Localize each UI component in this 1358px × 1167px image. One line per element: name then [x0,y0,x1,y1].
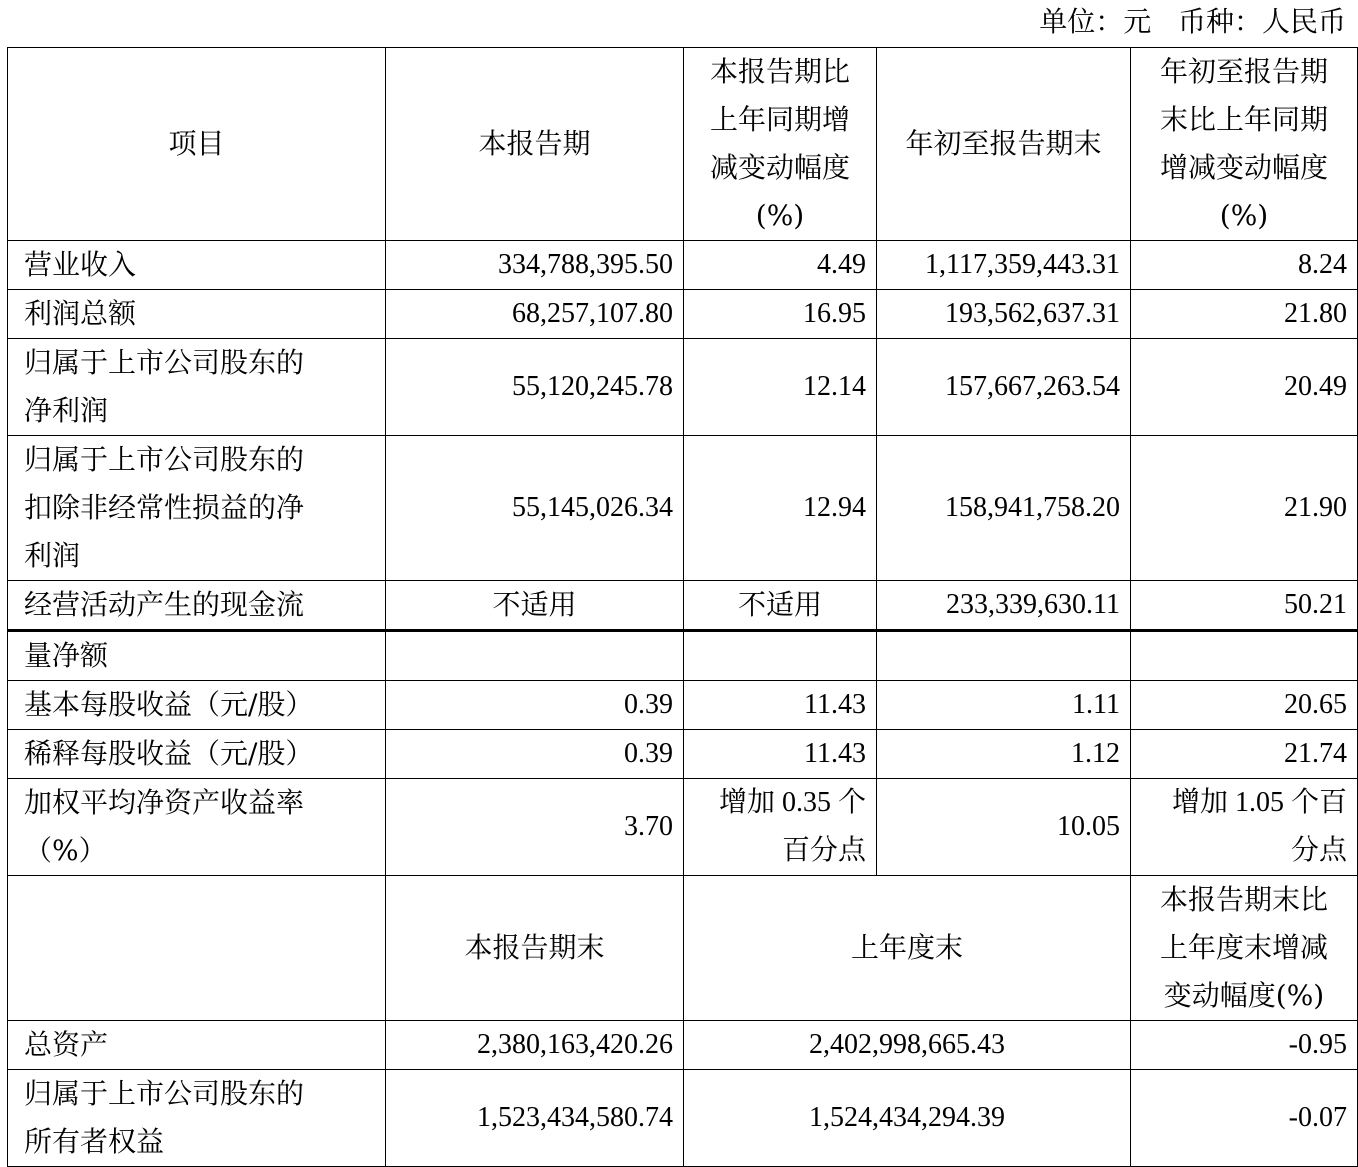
cell-item: 利润总额 [8,290,386,339]
table-row [8,1070,1358,1167]
table-row [8,779,1358,876]
cell-ytd-yoy [1131,631,1358,681]
cell-current: 55,120,245.78 [386,339,684,436]
table-row [8,436,1358,581]
cell-change: -0.95 [1131,1021,1358,1070]
cell-current [386,631,684,681]
key-financial-data-table [7,47,1358,1167]
cell-current-yoy: 增加 0.35 个 百分点 [684,779,877,876]
header-current-yoy: 本报告期比 上年同期增 减变动幅度 (%) [684,48,877,241]
cell-current-yoy: 12.94 [684,436,877,581]
cell-current-yoy: 11.43 [684,730,877,779]
table-row [8,631,1358,681]
cell-item: 归属于上市公司股东的 扣除非经常性损益的净 利润 [8,436,386,581]
cell-ytd: 1,117,359,443.31 [877,241,1131,290]
cell-current: 不适用 [386,581,684,631]
cell-item: 归属于上市公司股东的 所有者权益 [8,1070,386,1167]
cell-ytd: 157,667,263.54 [877,339,1131,436]
cell-current-yoy: 不适用 [684,581,877,631]
cell-prev-year-end: 1,524,434,294.39 [684,1070,1131,1167]
unit-currency-note: 单位：元 币种：人民币 [1039,5,1346,38]
cell-current: 334,788,395.50 [386,241,684,290]
cell-period-end: 2,380,163,420.26 [386,1021,684,1070]
cell-current-yoy: 12.14 [684,339,877,436]
cell-ytd-yoy: 8.24 [1131,241,1358,290]
cell-ytd-yoy: 20.49 [1131,339,1358,436]
table-row [8,339,1358,436]
table-row [8,730,1358,779]
cell-current: 68,257,107.80 [386,290,684,339]
header2-change: 本报告期末比 上年度末增减 变动幅度(%) [1131,876,1358,1021]
cell-ytd: 10.05 [877,779,1131,876]
table-row [8,1021,1358,1070]
cell-current: 3.70 [386,779,684,876]
header-current-period: 本报告期 [386,48,684,241]
cell-item: 营业收入 [8,241,386,290]
table-row [8,581,1358,631]
header-ytd: 年初至报告期末 [877,48,1131,241]
cell-ytd: 1.11 [877,681,1131,730]
cell-item: 加权平均净资产收益率 （%） [8,779,386,876]
cell-current-yoy [684,631,877,681]
header2-item [8,876,386,1021]
header2-period-end: 本报告期末 [386,876,684,1021]
cell-current: 0.39 [386,730,684,779]
cell-current-yoy: 16.95 [684,290,877,339]
cell-ytd: 193,562,637.31 [877,290,1131,339]
cell-period-end: 1,523,434,580.74 [386,1070,684,1167]
cell-current-yoy: 11.43 [684,681,877,730]
cell-current-yoy: 4.49 [684,241,877,290]
table-row [8,290,1358,339]
cell-current: 0.39 [386,681,684,730]
cell-item: 基本每股收益（元/股） [8,681,386,730]
cell-ytd [877,631,1131,681]
cell-ytd-yoy: 20.65 [1131,681,1358,730]
cell-item: 归属于上市公司股东的 净利润 [8,339,386,436]
header-item: 项目 [8,48,386,241]
cell-ytd-yoy: 21.74 [1131,730,1358,779]
cell-item: 经营活动产生的现金流 [8,581,386,631]
cell-item: 总资产 [8,1021,386,1070]
cell-ytd-yoy: 增加 1.05 个百 分点 [1131,779,1358,876]
cell-change: -0.07 [1131,1070,1358,1167]
cell-ytd: 233,339,630.11 [877,581,1131,631]
cell-prev-year-end: 2,402,998,665.43 [684,1021,1131,1070]
cell-item: 量净额 [8,631,386,681]
table-header-row [8,48,1358,241]
cell-ytd-yoy: 21.80 [1131,290,1358,339]
cell-ytd: 158,941,758.20 [877,436,1131,581]
header-ytd-yoy: 年初至报告期 末比上年同期 增减变动幅度 (%) [1131,48,1358,241]
header2-prev-year-end: 上年度末 [684,876,1131,1021]
table-row [8,681,1358,730]
cell-ytd-yoy: 21.90 [1131,436,1358,581]
table-header-row-2 [8,876,1358,1021]
cell-item: 稀释每股收益（元/股） [8,730,386,779]
cell-current: 55,145,026.34 [386,436,684,581]
table-row [8,241,1358,290]
cell-ytd-yoy: 50.21 [1131,581,1358,631]
cell-ytd: 1.12 [877,730,1131,779]
